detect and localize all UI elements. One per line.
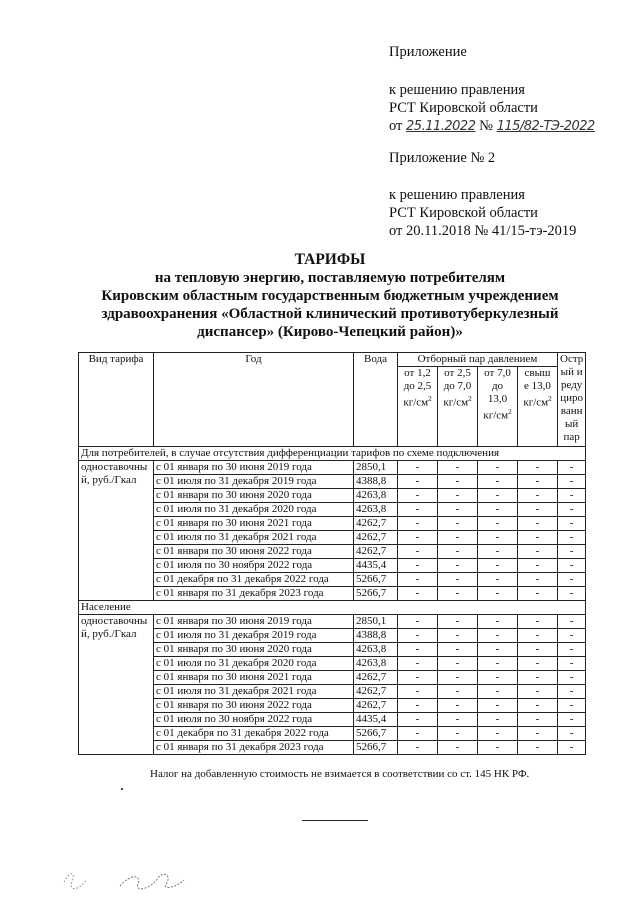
- water-value-cell: 4262,7: [354, 531, 398, 545]
- table-row: [79, 713, 586, 727]
- empty-tariff-cell: -: [398, 531, 438, 545]
- empty-tariff-cell: -: [398, 573, 438, 587]
- empty-tariff-cell: -: [518, 699, 558, 713]
- period-cell: с 01 июля по 30 ноября 2022 года: [154, 559, 354, 573]
- period-cell: с 01 января по 31 декабря 2023 года: [154, 587, 354, 601]
- empty-tariff-cell: -: [558, 615, 586, 629]
- empty-tariff-cell: -: [518, 629, 558, 643]
- empty-tariff-cell: -: [478, 461, 518, 475]
- col-head-sharp-steam: Остр ый и реду циро ванн ый пар: [558, 353, 586, 447]
- col-head-p4: свыш е 13,0 $кг/см^2$: [518, 367, 558, 447]
- table-row: [79, 685, 586, 699]
- empty-tariff-cell: -: [478, 643, 518, 657]
- table-row: [79, 629, 586, 643]
- period-cell: с 01 июля по 31 декабря 2020 года: [154, 657, 354, 671]
- empty-tariff-cell: -: [478, 573, 518, 587]
- empty-tariff-cell: -: [398, 587, 438, 601]
- empty-tariff-cell: -: [518, 727, 558, 741]
- empty-tariff-cell: -: [438, 587, 478, 601]
- period-cell: с 01 июля по 31 декабря 2021 года: [154, 531, 354, 545]
- table-row: [79, 489, 586, 503]
- empty-tariff-cell: -: [398, 657, 438, 671]
- empty-tariff-cell: -: [518, 517, 558, 531]
- empty-tariff-cell: -: [438, 461, 478, 475]
- table-row: [79, 741, 586, 755]
- authority-line: РСТ Кировской области: [389, 100, 538, 116]
- empty-tariff-cell: -: [558, 727, 586, 741]
- water-value-cell: 4262,7: [354, 685, 398, 699]
- empty-tariff-cell: -: [518, 503, 558, 517]
- col-head-water: Вода: [354, 353, 398, 447]
- tariff-type-cell: одноставочны й, руб./Гкал: [79, 615, 154, 755]
- empty-tariff-cell: -: [518, 587, 558, 601]
- ot-label: от: [389, 118, 403, 134]
- col-head-p3: от 7,0 до 13,0 $кг/см^2$: [478, 367, 518, 447]
- table-row: [79, 461, 586, 475]
- period-cell: с 01 января по 30 июня 2019 года: [154, 615, 354, 629]
- empty-tariff-cell: -: [438, 503, 478, 517]
- empty-tariff-cell: -: [478, 629, 518, 643]
- empty-tariff-cell: -: [398, 643, 438, 657]
- period-cell: с 01 января по 30 июня 2021 года: [154, 671, 354, 685]
- empty-tariff-cell: -: [438, 559, 478, 573]
- empty-tariff-cell: -: [398, 671, 438, 685]
- col-head-steam: Отборный пар давлением: [398, 353, 558, 367]
- empty-tariff-cell: -: [518, 545, 558, 559]
- empty-tariff-cell: -: [438, 573, 478, 587]
- period-cell: с 01 января по 30 июня 2019 года: [154, 461, 354, 475]
- empty-tariff-cell: -: [558, 517, 586, 531]
- empty-tariff-cell: -: [478, 727, 518, 741]
- empty-tariff-cell: -: [478, 671, 518, 685]
- period-cell: с 01 июля по 31 декабря 2019 года: [154, 475, 354, 489]
- decision-line-2: к решению правления: [389, 187, 525, 203]
- water-value-cell: 4262,7: [354, 699, 398, 713]
- water-value-cell: 4263,8: [354, 643, 398, 657]
- empty-tariff-cell: -: [518, 713, 558, 727]
- empty-tariff-cell: -: [438, 517, 478, 531]
- period-cell: с 01 декабря по 31 декабря 2022 года: [154, 727, 354, 741]
- empty-tariff-cell: -: [478, 713, 518, 727]
- handwritten-date-line: [389, 117, 595, 136]
- empty-tariff-cell: -: [558, 629, 586, 643]
- period-cell: с 01 июля по 30 ноября 2022 года: [154, 713, 354, 727]
- empty-tariff-cell: -: [438, 671, 478, 685]
- table-row: [79, 699, 586, 713]
- empty-tariff-cell: -: [478, 657, 518, 671]
- empty-tariff-cell: -: [398, 559, 438, 573]
- empty-tariff-cell: -: [478, 685, 518, 699]
- empty-tariff-cell: -: [558, 475, 586, 489]
- water-value-cell: 4263,8: [354, 489, 398, 503]
- decision-date-line: от 20.11.2018 № 41/15-тэ-2019: [389, 223, 577, 239]
- empty-tariff-cell: -: [438, 615, 478, 629]
- empty-tariff-cell: -: [518, 573, 558, 587]
- empty-tariff-cell: -: [398, 489, 438, 503]
- period-cell: с 01 июля по 31 декабря 2021 года: [154, 685, 354, 699]
- empty-tariff-cell: -: [518, 559, 558, 573]
- water-value-cell: 4263,8: [354, 657, 398, 671]
- empty-tariff-cell: -: [438, 489, 478, 503]
- col-head-tariff-type: Вид тарифа: [79, 353, 154, 447]
- period-cell: с 01 января по 30 июня 2022 года: [154, 545, 354, 559]
- attachment-2-label: Приложение № 2: [389, 150, 496, 166]
- empty-tariff-cell: -: [558, 685, 586, 699]
- attachment-label: Приложение: [389, 44, 467, 60]
- empty-tariff-cell: -: [438, 699, 478, 713]
- period-cell: с 01 января по 31 декабря 2023 года: [154, 741, 354, 755]
- rows-population: [79, 615, 586, 755]
- empty-tariff-cell: -: [398, 685, 438, 699]
- empty-tariff-cell: -: [558, 573, 586, 587]
- water-value-cell: 4388,8: [354, 475, 398, 489]
- table-row: [79, 475, 586, 489]
- table-row: [79, 517, 586, 531]
- table-row: [79, 587, 586, 601]
- empty-tariff-cell: -: [558, 559, 586, 573]
- decision-line: к решению правления: [389, 82, 525, 98]
- empty-tariff-cell: -: [518, 615, 558, 629]
- empty-tariff-cell: -: [518, 531, 558, 545]
- empty-tariff-cell: -: [558, 643, 586, 657]
- period-cell: с 01 июля по 31 декабря 2019 года: [154, 629, 354, 643]
- title-line-2: Кировским областным государственным бюджетным учреждением: [101, 288, 559, 304]
- water-value-cell: 4435,4: [354, 559, 398, 573]
- number-sign: №: [479, 118, 493, 134]
- water-value-cell: 4262,7: [354, 671, 398, 685]
- table-row: [79, 671, 586, 685]
- empty-tariff-cell: -: [558, 503, 586, 517]
- empty-tariff-cell: -: [438, 545, 478, 559]
- empty-tariff-cell: -: [398, 503, 438, 517]
- table-row: [79, 531, 586, 545]
- empty-tariff-cell: -: [518, 685, 558, 699]
- water-value-cell: 4262,7: [354, 545, 398, 559]
- empty-tariff-cell: -: [478, 489, 518, 503]
- title-line-4: диспансер» (Кирово-Чепецкий район)»: [197, 324, 463, 340]
- title-line-3: здравоохранения «Областной клинический противотуберкулезный: [101, 306, 559, 322]
- empty-tariff-cell: -: [518, 489, 558, 503]
- separator-line: [302, 820, 368, 821]
- empty-tariff-cell: -: [558, 489, 586, 503]
- period-cell: с 01 января по 30 июня 2020 года: [154, 489, 354, 503]
- empty-tariff-cell: -: [478, 615, 518, 629]
- water-value-cell: 5266,7: [354, 727, 398, 741]
- handwritten-date: 25.11.2022: [406, 119, 476, 134]
- empty-tariff-cell: -: [398, 727, 438, 741]
- empty-tariff-cell: -: [438, 475, 478, 489]
- empty-tariff-cell: -: [478, 559, 518, 573]
- water-value-cell: 2850,1: [354, 615, 398, 629]
- tariff-type-cell: одноставочны й, руб./Гкал: [79, 461, 154, 601]
- empty-tariff-cell: -: [438, 685, 478, 699]
- empty-tariff-cell: -: [398, 461, 438, 475]
- water-value-cell: 5266,7: [354, 573, 398, 587]
- col-head-year: Год: [154, 353, 354, 447]
- empty-tariff-cell: -: [518, 461, 558, 475]
- empty-tariff-cell: -: [398, 615, 438, 629]
- table-row: [79, 657, 586, 671]
- empty-tariff-cell: -: [478, 741, 518, 755]
- empty-tariff-cell: -: [518, 671, 558, 685]
- water-value-cell: 5266,7: [354, 587, 398, 601]
- empty-tariff-cell: -: [518, 643, 558, 657]
- period-cell: с 01 января по 30 июня 2021 года: [154, 517, 354, 531]
- signature-scribble: [60, 860, 200, 900]
- empty-tariff-cell: -: [558, 741, 586, 755]
- empty-tariff-cell: -: [438, 629, 478, 643]
- table-row: [79, 559, 586, 573]
- empty-tariff-cell: -: [518, 475, 558, 489]
- col-head-p2: от 2,5 до 7,0 $кг/см^2$: [438, 367, 478, 447]
- empty-tariff-cell: -: [398, 713, 438, 727]
- vat-footnote: Налог на добавленную стоимость не взимается в соответствии со ст. 145 НК РФ.: [150, 768, 530, 780]
- empty-tariff-cell: -: [398, 629, 438, 643]
- water-value-cell: 5266,7: [354, 741, 398, 755]
- period-cell: с 01 декабря по 31 декабря 2022 года: [154, 573, 354, 587]
- water-value-cell: 4262,7: [354, 517, 398, 531]
- period-cell: с 01 января по 30 июня 2020 года: [154, 643, 354, 657]
- empty-tariff-cell: -: [518, 657, 558, 671]
- tariff-table: [78, 352, 586, 755]
- empty-tariff-cell: -: [438, 713, 478, 727]
- section-row-population: [79, 601, 586, 615]
- doc-title: ТАРИФЫ: [294, 251, 366, 268]
- empty-tariff-cell: -: [478, 545, 518, 559]
- title-line-1: на тепловую энергию, поставляемую потребителям: [154, 270, 506, 286]
- empty-tariff-cell: -: [478, 517, 518, 531]
- table-header-row: [79, 353, 586, 367]
- empty-tariff-cell: -: [558, 545, 586, 559]
- empty-tariff-cell: -: [558, 657, 586, 671]
- table-row: [79, 503, 586, 517]
- handwritten-number: 115/82-ТЭ-2022: [496, 119, 595, 134]
- empty-tariff-cell: -: [398, 699, 438, 713]
- col-head-p1: от 1,2 до 2,5 $кг/см^2$: [398, 367, 438, 447]
- empty-tariff-cell: -: [398, 517, 438, 531]
- table-row: [79, 727, 586, 741]
- empty-tariff-cell: -: [558, 531, 586, 545]
- section-consumers-label: Для потребителей, в случае отсутствия дифференциации тарифов по схеме подключения: [79, 447, 586, 461]
- section-row-consumers: [79, 447, 586, 461]
- table-row: [79, 643, 586, 657]
- empty-tariff-cell: -: [438, 657, 478, 671]
- water-value-cell: 2850,1: [354, 461, 398, 475]
- water-value-cell: 4435,4: [354, 713, 398, 727]
- table-row: [79, 573, 586, 587]
- empty-tariff-cell: -: [478, 531, 518, 545]
- empty-tariff-cell: -: [398, 741, 438, 755]
- empty-tariff-cell: -: [558, 461, 586, 475]
- period-cell: с 01 июля по 31 декабря 2020 года: [154, 503, 354, 517]
- empty-tariff-cell: -: [518, 741, 558, 755]
- empty-tariff-cell: -: [558, 671, 586, 685]
- table-row: [79, 545, 586, 559]
- empty-tariff-cell: -: [398, 545, 438, 559]
- empty-tariff-cell: -: [438, 741, 478, 755]
- empty-tariff-cell: -: [558, 713, 586, 727]
- empty-tariff-cell: -: [478, 503, 518, 517]
- empty-tariff-cell: -: [438, 531, 478, 545]
- authority-line-2: РСТ Кировской области: [389, 205, 538, 221]
- period-cell: с 01 января по 30 июня 2022 года: [154, 699, 354, 713]
- empty-tariff-cell: -: [478, 699, 518, 713]
- table-row: [79, 615, 586, 629]
- empty-tariff-cell: -: [478, 587, 518, 601]
- empty-tariff-cell: -: [558, 587, 586, 601]
- empty-tariff-cell: -: [438, 727, 478, 741]
- empty-tariff-cell: -: [558, 699, 586, 713]
- water-value-cell: 4388,8: [354, 629, 398, 643]
- rows-consumers: [79, 461, 586, 601]
- scan-dot: [121, 788, 123, 790]
- water-value-cell: 4263,8: [354, 503, 398, 517]
- empty-tariff-cell: -: [438, 643, 478, 657]
- empty-tariff-cell: -: [398, 475, 438, 489]
- section-population-label: Население: [79, 601, 586, 615]
- empty-tariff-cell: -: [478, 475, 518, 489]
